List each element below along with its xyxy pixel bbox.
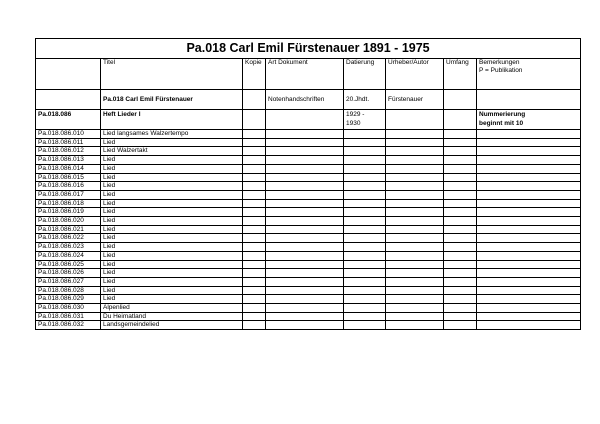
heft-bemerkungen bbox=[477, 110, 581, 130]
item-bemerkungen bbox=[477, 138, 581, 147]
heft-kopie bbox=[243, 110, 266, 130]
item-art bbox=[266, 225, 344, 234]
item-titel: Lied bbox=[101, 286, 243, 295]
item-signatur: Pa.018.086.029 bbox=[36, 295, 101, 304]
item-datierung bbox=[344, 208, 386, 217]
heft-bemerkungen-line2: beginnt mit 10 bbox=[479, 120, 524, 127]
heft-bemerkungen-line1: Nummerierung bbox=[479, 111, 526, 118]
series-datierung: 20.Jhdt. bbox=[344, 90, 386, 110]
table-row bbox=[36, 312, 581, 321]
item-titel: Alpenlied bbox=[101, 304, 243, 313]
item-bemerkungen bbox=[477, 312, 581, 321]
table-row bbox=[36, 304, 581, 313]
series-signatur bbox=[36, 90, 101, 110]
table-row bbox=[36, 208, 581, 217]
heft-datierung bbox=[344, 110, 386, 130]
item-kopie bbox=[243, 304, 266, 313]
item-datierung bbox=[344, 182, 386, 191]
item-urheber bbox=[386, 269, 444, 278]
item-bemerkungen bbox=[477, 243, 581, 252]
item-signatur: Pa.018.086.012 bbox=[36, 147, 101, 156]
series-art: Notenhandschriften bbox=[266, 90, 344, 110]
item-art bbox=[266, 147, 344, 156]
item-datierung bbox=[344, 277, 386, 286]
header-titel: Titel bbox=[101, 59, 243, 90]
item-bemerkungen bbox=[477, 251, 581, 260]
item-umfang bbox=[444, 295, 477, 304]
item-signatur: Pa.018.086.013 bbox=[36, 156, 101, 165]
series-row bbox=[36, 90, 581, 110]
item-bemerkungen bbox=[477, 208, 581, 217]
item-art bbox=[266, 251, 344, 260]
item-bemerkungen bbox=[477, 182, 581, 191]
item-art bbox=[266, 260, 344, 269]
item-art bbox=[266, 164, 344, 173]
item-kopie bbox=[243, 164, 266, 173]
item-datierung bbox=[344, 217, 386, 226]
item-titel: Lied Walzertakt bbox=[101, 147, 243, 156]
item-kopie bbox=[243, 277, 266, 286]
item-urheber bbox=[386, 286, 444, 295]
series-umfang bbox=[444, 90, 477, 110]
item-signatur: Pa.018.086.023 bbox=[36, 243, 101, 252]
table-row bbox=[36, 286, 581, 295]
item-titel: Lied bbox=[101, 164, 243, 173]
item-kopie bbox=[243, 190, 266, 199]
item-urheber bbox=[386, 130, 444, 139]
item-signatur: Pa.018.086.017 bbox=[36, 190, 101, 199]
item-kopie bbox=[243, 217, 266, 226]
item-titel: Lied bbox=[101, 190, 243, 199]
item-titel: Lied bbox=[101, 173, 243, 182]
item-signatur: Pa.018.086.011 bbox=[36, 138, 101, 147]
item-signatur: Pa.018.086.018 bbox=[36, 199, 101, 208]
item-signatur: Pa.018.086.024 bbox=[36, 251, 101, 260]
header-publikation-note: P = Publikation bbox=[479, 67, 523, 74]
item-urheber bbox=[386, 199, 444, 208]
item-datierung bbox=[344, 251, 386, 260]
item-art bbox=[266, 208, 344, 217]
item-umfang bbox=[444, 138, 477, 147]
item-bemerkungen bbox=[477, 269, 581, 278]
item-art bbox=[266, 286, 344, 295]
item-signatur: Pa.018.086.015 bbox=[36, 173, 101, 182]
item-urheber bbox=[386, 147, 444, 156]
table-row bbox=[36, 138, 581, 147]
item-umfang bbox=[444, 260, 477, 269]
item-art bbox=[266, 173, 344, 182]
item-urheber bbox=[386, 260, 444, 269]
item-art bbox=[266, 138, 344, 147]
table-row bbox=[36, 251, 581, 260]
item-bemerkungen bbox=[477, 217, 581, 226]
item-urheber bbox=[386, 295, 444, 304]
item-signatur: Pa.018.086.032 bbox=[36, 321, 101, 330]
table-row bbox=[36, 277, 581, 286]
table-row bbox=[36, 234, 581, 243]
item-kopie bbox=[243, 173, 266, 182]
item-datierung bbox=[344, 321, 386, 330]
item-urheber bbox=[386, 217, 444, 226]
heft-urheber bbox=[386, 110, 444, 130]
item-umfang bbox=[444, 321, 477, 330]
item-bemerkungen bbox=[477, 295, 581, 304]
inventory-table bbox=[35, 38, 581, 330]
item-bemerkungen bbox=[477, 173, 581, 182]
item-signatur: Pa.018.086.031 bbox=[36, 312, 101, 321]
item-umfang bbox=[444, 225, 477, 234]
item-urheber bbox=[386, 304, 444, 313]
item-datierung bbox=[344, 130, 386, 139]
item-datierung bbox=[344, 243, 386, 252]
item-umfang bbox=[444, 164, 477, 173]
item-titel: Lied bbox=[101, 138, 243, 147]
page-title: Pa.018 Carl Emil Fürstenauer 1891 - 1975 bbox=[36, 39, 581, 59]
header-urheber: Urheber/Autor bbox=[386, 59, 444, 90]
item-bemerkungen bbox=[477, 156, 581, 165]
header-kopie: Kopie bbox=[243, 59, 266, 90]
series-titel: Pa.018 Carl Emil Fürstenauer bbox=[101, 90, 243, 110]
item-umfang bbox=[444, 130, 477, 139]
heft-signatur: Pa.018.086 bbox=[36, 110, 101, 130]
item-signatur: Pa.018.086.019 bbox=[36, 208, 101, 217]
item-kopie bbox=[243, 269, 266, 278]
series-urheber: Fürstenauer bbox=[386, 90, 444, 110]
item-urheber bbox=[386, 173, 444, 182]
item-kopie bbox=[243, 234, 266, 243]
item-bemerkungen bbox=[477, 147, 581, 156]
item-signatur: Pa.018.086.021 bbox=[36, 225, 101, 234]
item-titel: Lied bbox=[101, 217, 243, 226]
item-urheber bbox=[386, 182, 444, 191]
item-titel: Lied bbox=[101, 225, 243, 234]
item-titel: Du Heimatland bbox=[101, 312, 243, 321]
item-art bbox=[266, 269, 344, 278]
item-umfang bbox=[444, 147, 477, 156]
header-art-dokument: Art Dokument bbox=[266, 59, 344, 90]
item-art bbox=[266, 156, 344, 165]
item-urheber bbox=[386, 138, 444, 147]
item-signatur: Pa.018.086.030 bbox=[36, 304, 101, 313]
item-datierung bbox=[344, 286, 386, 295]
heft-row bbox=[36, 110, 581, 130]
item-datierung bbox=[344, 234, 386, 243]
item-bemerkungen bbox=[477, 225, 581, 234]
item-art bbox=[266, 277, 344, 286]
item-titel: Lied bbox=[101, 234, 243, 243]
item-titel: Landsgemeindelied bbox=[101, 321, 243, 330]
item-umfang bbox=[444, 173, 477, 182]
item-umfang bbox=[444, 199, 477, 208]
item-kopie bbox=[243, 225, 266, 234]
heft-titel: Heft Lieder I bbox=[101, 110, 243, 130]
header-umfang: Umfang bbox=[444, 59, 477, 90]
item-umfang bbox=[444, 286, 477, 295]
header-bemerkungen bbox=[477, 59, 581, 90]
table-row bbox=[36, 260, 581, 269]
item-umfang bbox=[444, 182, 477, 191]
item-kopie bbox=[243, 199, 266, 208]
item-titel: Lied bbox=[101, 199, 243, 208]
item-titel: Lied bbox=[101, 251, 243, 260]
item-umfang bbox=[444, 277, 477, 286]
item-umfang bbox=[444, 312, 477, 321]
series-bemerkungen bbox=[477, 90, 581, 110]
item-kopie bbox=[243, 130, 266, 139]
item-kopie bbox=[243, 286, 266, 295]
table-row bbox=[36, 164, 581, 173]
item-kopie bbox=[243, 156, 266, 165]
header-bemerkungen-label: Bemerkungen bbox=[479, 59, 520, 66]
item-datierung bbox=[344, 225, 386, 234]
table-row bbox=[36, 147, 581, 156]
heft-umfang bbox=[444, 110, 477, 130]
table-row bbox=[36, 321, 581, 330]
item-kopie bbox=[243, 295, 266, 304]
item-umfang bbox=[444, 269, 477, 278]
item-art bbox=[266, 130, 344, 139]
item-umfang bbox=[444, 234, 477, 243]
item-bemerkungen bbox=[477, 286, 581, 295]
item-kopie bbox=[243, 251, 266, 260]
item-art bbox=[266, 295, 344, 304]
item-urheber bbox=[386, 208, 444, 217]
item-art bbox=[266, 217, 344, 226]
item-kopie bbox=[243, 260, 266, 269]
item-bemerkungen bbox=[477, 321, 581, 330]
table-row bbox=[36, 269, 581, 278]
item-urheber bbox=[386, 164, 444, 173]
item-bemerkungen bbox=[477, 304, 581, 313]
item-art bbox=[266, 234, 344, 243]
item-umfang bbox=[444, 304, 477, 313]
item-art bbox=[266, 243, 344, 252]
item-art bbox=[266, 312, 344, 321]
item-umfang bbox=[444, 251, 477, 260]
item-datierung bbox=[344, 260, 386, 269]
item-kopie bbox=[243, 138, 266, 147]
item-urheber bbox=[386, 277, 444, 286]
table-row bbox=[36, 156, 581, 165]
table-row bbox=[36, 190, 581, 199]
item-urheber bbox=[386, 190, 444, 199]
item-signatur: Pa.018.086.028 bbox=[36, 286, 101, 295]
item-bemerkungen bbox=[477, 277, 581, 286]
item-umfang bbox=[444, 208, 477, 217]
header-row bbox=[36, 59, 581, 90]
item-kopie bbox=[243, 182, 266, 191]
item-titel: Lied bbox=[101, 295, 243, 304]
item-titel: Lied bbox=[101, 208, 243, 217]
item-art bbox=[266, 199, 344, 208]
table-row bbox=[36, 199, 581, 208]
item-signatur: Pa.018.086.010 bbox=[36, 130, 101, 139]
item-datierung bbox=[344, 199, 386, 208]
item-art bbox=[266, 304, 344, 313]
item-datierung bbox=[344, 173, 386, 182]
item-umfang bbox=[444, 217, 477, 226]
item-datierung bbox=[344, 164, 386, 173]
item-bemerkungen bbox=[477, 199, 581, 208]
item-urheber bbox=[386, 243, 444, 252]
item-urheber bbox=[386, 156, 444, 165]
item-umfang bbox=[444, 190, 477, 199]
item-datierung bbox=[344, 156, 386, 165]
item-urheber bbox=[386, 234, 444, 243]
table-row bbox=[36, 217, 581, 226]
item-titel: Lied bbox=[101, 260, 243, 269]
series-kopie bbox=[243, 90, 266, 110]
item-art bbox=[266, 182, 344, 191]
item-datierung bbox=[344, 147, 386, 156]
table-row bbox=[36, 225, 581, 234]
item-kopie bbox=[243, 321, 266, 330]
item-bemerkungen bbox=[477, 234, 581, 243]
item-datierung bbox=[344, 304, 386, 313]
item-signatur: Pa.018.086.020 bbox=[36, 217, 101, 226]
item-datierung bbox=[344, 138, 386, 147]
item-signatur: Pa.018.086.026 bbox=[36, 269, 101, 278]
heft-art bbox=[266, 110, 344, 130]
item-urheber bbox=[386, 321, 444, 330]
item-kopie bbox=[243, 243, 266, 252]
item-titel: Lied langsames Walzertempo bbox=[101, 130, 243, 139]
item-datierung bbox=[344, 269, 386, 278]
heft-datierung-line2: 1930 bbox=[346, 120, 361, 127]
item-kopie bbox=[243, 208, 266, 217]
item-titel: Lied bbox=[101, 182, 243, 191]
item-kopie bbox=[243, 147, 266, 156]
item-bemerkungen bbox=[477, 164, 581, 173]
table-row bbox=[36, 243, 581, 252]
table-row bbox=[36, 173, 581, 182]
item-titel: Lied bbox=[101, 243, 243, 252]
item-umfang bbox=[444, 243, 477, 252]
table-row bbox=[36, 182, 581, 191]
item-urheber bbox=[386, 225, 444, 234]
item-signatur: Pa.018.086.027 bbox=[36, 277, 101, 286]
item-datierung bbox=[344, 295, 386, 304]
item-titel: Lied bbox=[101, 269, 243, 278]
item-datierung bbox=[344, 190, 386, 199]
item-signatur: Pa.018.086.025 bbox=[36, 260, 101, 269]
table-row bbox=[36, 130, 581, 139]
item-urheber bbox=[386, 251, 444, 260]
item-bemerkungen bbox=[477, 190, 581, 199]
heft-datierung-line1: 1929 - bbox=[346, 111, 365, 118]
item-art bbox=[266, 321, 344, 330]
item-kopie bbox=[243, 312, 266, 321]
item-titel: Lied bbox=[101, 156, 243, 165]
item-urheber bbox=[386, 312, 444, 321]
header-datierung: Datierung bbox=[344, 59, 386, 90]
item-art bbox=[266, 190, 344, 199]
item-datierung bbox=[344, 312, 386, 321]
item-signatur: Pa.018.086.022 bbox=[36, 234, 101, 243]
item-bemerkungen bbox=[477, 130, 581, 139]
header-signatur bbox=[36, 59, 101, 90]
item-signatur: Pa.018.086.016 bbox=[36, 182, 101, 191]
item-bemerkungen bbox=[477, 260, 581, 269]
item-signatur: Pa.018.086.014 bbox=[36, 164, 101, 173]
table-row bbox=[36, 295, 581, 304]
item-titel: Lied bbox=[101, 277, 243, 286]
item-umfang bbox=[444, 156, 477, 165]
